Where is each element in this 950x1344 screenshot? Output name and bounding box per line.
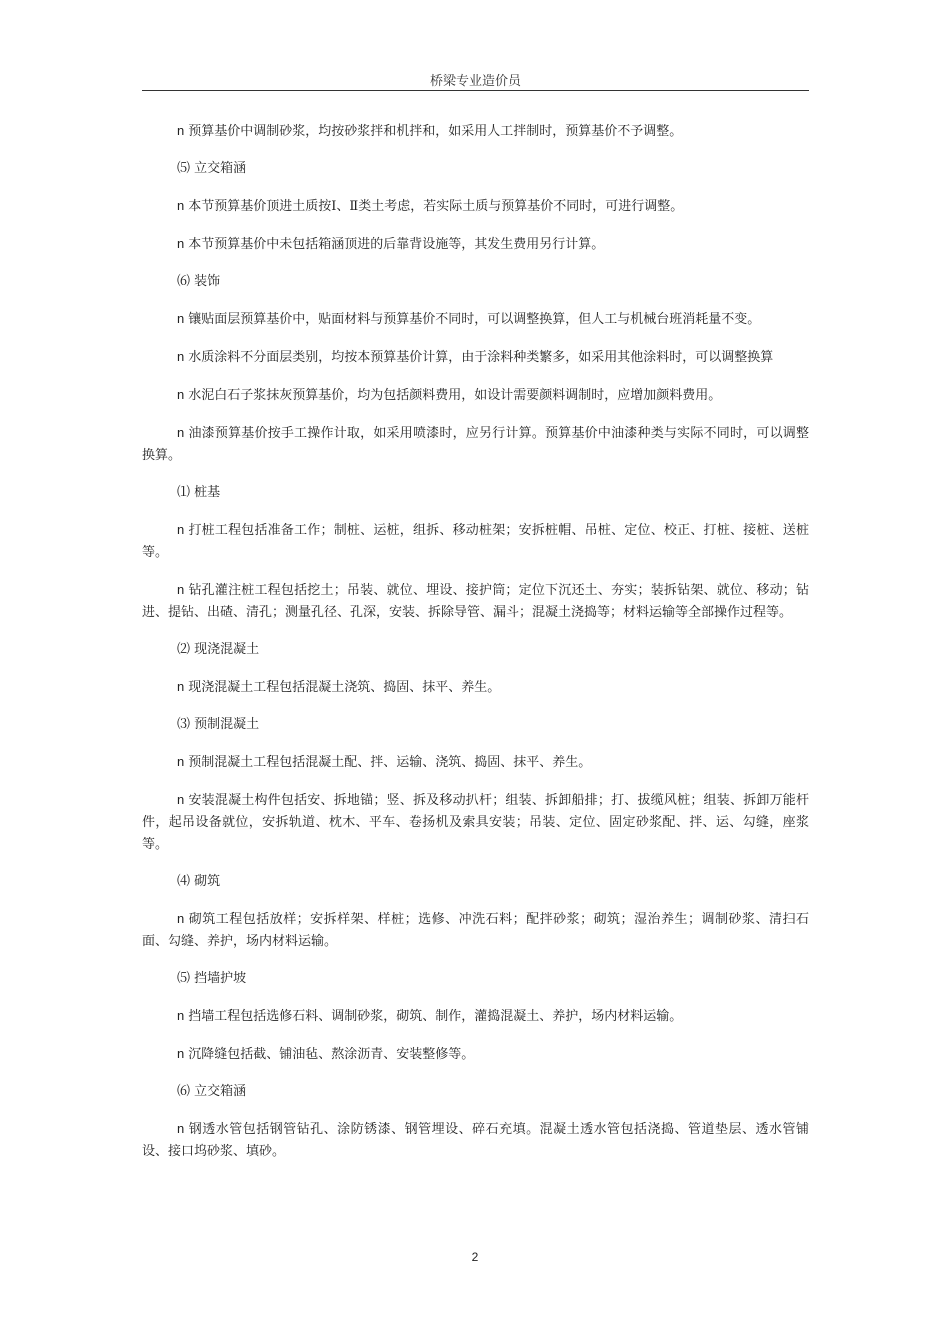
paragraph-text: 砌筑工程包括放样；安拆样架、样桩；选修、冲洗石料；配拌砂浆；砌筑；湿治养生；调制砂浆、清扫石面、勾缝、养护，场内材料运输。	[142, 912, 809, 949]
paragraph	[142, 120, 809, 143]
paragraph-text: 油漆预算基价按手工操作计取，如采用喷漆时，应另行计算。预算基价中油漆种类与实际不同时，可以调整换算。	[142, 426, 809, 463]
paragraph-text: 本节预算基价顶进土质按Ⅰ、Ⅱ类土考虑，若实际土质与预算基价不同时，可进行调整。	[188, 199, 684, 214]
bullet-marker: n	[177, 679, 185, 694]
paragraph	[142, 308, 809, 331]
section-heading: ⑶ 预制混凝土	[177, 717, 260, 732]
bullet-marker: n	[177, 792, 185, 807]
bullet-marker: n	[177, 582, 185, 597]
paragraph-text: 沉降缝包括截、铺油毡、熬涂沥青、安装整修等。	[188, 1047, 475, 1062]
bullet-marker: n	[177, 387, 185, 402]
bullet-marker: n	[177, 754, 185, 769]
paragraph	[142, 1118, 809, 1163]
paragraph-text: 预制混凝土工程包括混凝土配、拌、运输、浇筑、捣固、抹平、养生。	[188, 755, 592, 770]
bullet-marker: n	[177, 236, 185, 251]
paragraph	[142, 1043, 809, 1066]
paragraph-text: 预算基价中调制砂浆，均按砂浆拌和机拌和，如采用人工拌制时，预算基价不予调整。	[188, 124, 683, 139]
bullet-marker: n	[177, 1008, 185, 1023]
page-number: 2	[471, 1250, 479, 1264]
bullet-marker: n	[177, 123, 185, 138]
paragraph	[142, 233, 809, 256]
bullet-marker: n	[177, 1046, 185, 1061]
section-heading: ⑷ 砌筑	[177, 874, 221, 889]
bullet-marker: n	[177, 911, 185, 926]
paragraph-text: 钻孔灌注桩工程包括挖土；吊装、就位、埋设、接护筒；定位下沉还土、夯实；装拆钻架、就位、移动；钻进、提钻、出碴、清孔；测量孔径、孔深，安装、拆除导管、漏斗；混凝土浇捣等；材料运输等全部操作过程等。	[142, 583, 809, 620]
paragraph	[142, 346, 809, 369]
paragraph-text: 镶贴面层预算基价中，贴面材料与预算基价不同时，可以调整换算，但人工与机械台班消耗量不变。	[188, 312, 761, 327]
page-header	[142, 70, 809, 91]
section-heading: ⑸ 立交箱涵	[177, 161, 247, 176]
paragraph	[142, 422, 809, 467]
paragraph	[142, 676, 809, 699]
paragraph	[142, 579, 809, 624]
paragraph-text: 钢透水管包括钢管钻孔、涂防锈漆、钢管埋设、碎石充填。混凝土透水管包括浇捣、管道垫层、透水管铺设、接口坞砂浆、填砂。	[142, 1122, 809, 1159]
paragraph	[142, 384, 809, 407]
paragraph	[142, 908, 809, 953]
paragraph-text: 本节预算基价中未包括箱涵顶进的后靠背设施等，其发生费用另行计算。	[188, 237, 605, 252]
section-heading: ⑹ 装饰	[177, 274, 221, 289]
section-heading: ⑵ 现浇混凝土	[177, 642, 260, 657]
paragraph-text: 水质涂料不分面层类别，均按本预算基价计算，由于涂料种类繁多，如采用其他涂料时，可以调整换算	[188, 350, 774, 365]
paragraph	[142, 195, 809, 218]
paragraph	[142, 1005, 809, 1028]
bullet-marker: n	[177, 198, 185, 213]
bullet-marker: n	[177, 425, 185, 440]
paragraph	[142, 789, 809, 856]
bullet-marker: n	[177, 311, 185, 326]
bullet-marker: n	[177, 522, 185, 537]
paragraph-text: 水泥白石子浆抹灰预算基价，均为包括颜料费用，如设计需要颜料调制时，应增加颜料费用。	[188, 388, 722, 403]
paragraph	[142, 751, 809, 774]
bullet-marker: n	[177, 1121, 185, 1136]
paragraph-text: 现浇混凝土工程包括混凝土浇筑、捣固、抹平、养生。	[188, 680, 501, 695]
header-title: 桥梁专业造价员	[429, 74, 521, 89]
section-heading: ⑴ 桩基	[177, 485, 221, 500]
paragraph-text: 挡墙工程包括选修石料、调制砂浆，砌筑、制作，灌捣混凝土、养护，场内材料运输。	[188, 1009, 683, 1024]
section-heading: ⑹ 立交箱涵	[177, 1084, 247, 1099]
paragraph-text: 安装混凝土构件包括安、拆地锚；竖、拆及移动扒杆；组装、拆卸船排；打、拔缆风桩；组装、拆卸万能杆件，起吊设备就位，安拆轨道、枕木、平车、卷扬机及索具安装；吊装、定位、固定砂浆配、拌、运、勾缝，座浆等。	[142, 793, 809, 852]
bullet-marker: n	[177, 349, 185, 364]
paragraph-text: 打桩工程包括准备工作；制桩、运桩，组拆、移动桩架；安拆桩帽、吊桩、定位、校正、打桩、接桩、送桩等。	[142, 523, 809, 560]
paragraph	[142, 519, 809, 564]
document-body	[142, 120, 809, 1178]
section-heading: ⑸ 挡墙护坡	[177, 971, 247, 986]
page-footer	[0, 1250, 950, 1264]
